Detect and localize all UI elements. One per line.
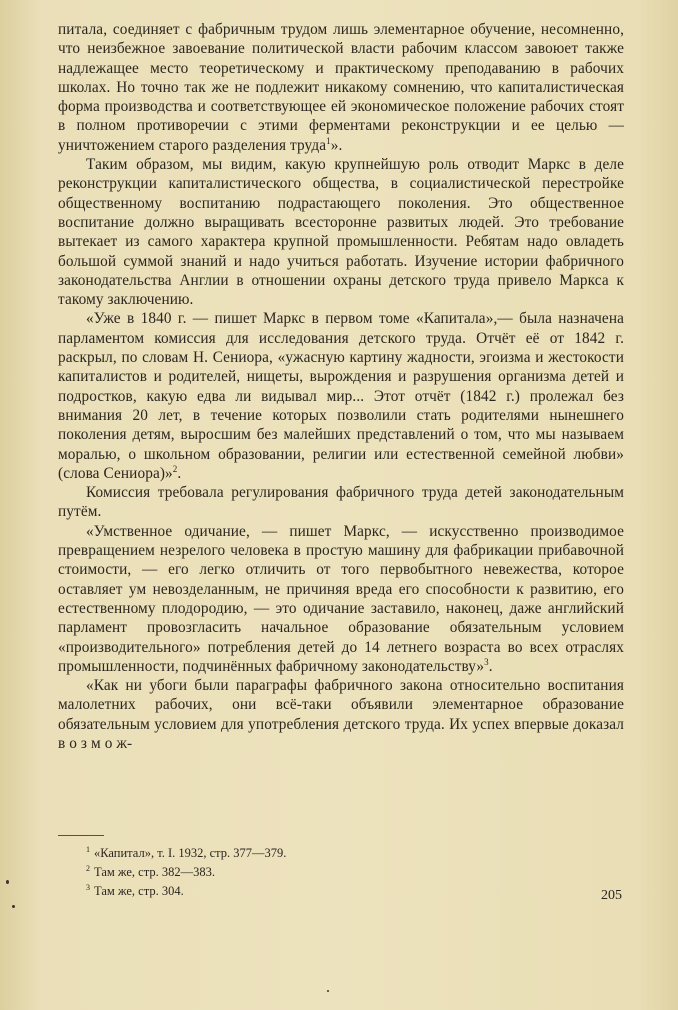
footnote-3-mark: 3 (86, 883, 90, 893)
print-speck (12, 905, 15, 908)
print-speck (327, 990, 329, 992)
paragraph-5-text: «Умственное одичание, — пишет Маркс, — искусственно производимое превращением незрелого человека в простую машину для фабрикации прибавочной стоимости, — его легко отличить от того первобытного невежества, которое оставляет ум невозделанным, не причиняя вреда его способности к развитию, его естественному плодородию, — это одичание заставило, наконец, даже английский парламент провозгласить начальное образование обязательным условием «производительного» потребления детей до 14 летнего возраста во всех отраслях промышленности, подчинённых фабричному законодательству» (58, 522, 624, 675)
footnote-ref-1: 1 (326, 135, 331, 146)
paragraph-3-text: «Уже в 1840 г. — пишет Маркс в первом томе «Капитала»,— была назначена парламентом комиссия для исследования детского труда. Отчёт её от 1842 г. раскрыл, по словам Н. Сениора, «ужасную картину жадности, эгоизма и жестокости капиталистов и родителей, нищеты, вырождения и разрушения организма детей и подростков, какую едва ли видывал мир... Этот отчёт (1842 г.) пролежал без внимания 20 лет, в течение которых позволили стать родителями нынешнего поколения детям, выросшим без малейших представлений о том, что мы называем моралью, о школьном образовании, религии или естественной семейной любви» (слова Сениора)» (58, 310, 624, 482)
paragraph-6: «Как ни убоги были параграфы фабричного закона относительно воспитания малолетних рабочих, они всё-таки объявили элементарное образование обязательным условием для употребления детского труда. Их успех впервые доказал в о з м о ж- (58, 677, 624, 752)
footnote-2-text: Там же, стр. 382—383. (94, 865, 215, 880)
footnote-2 (86, 861, 586, 880)
paragraph-3-tail: . (177, 464, 182, 482)
print-speck (6, 880, 9, 884)
footnote-ref-2: 2 (172, 463, 178, 474)
footnote-1-text: «Капитал», т. I. 1932, стр. 377—379. (94, 846, 287, 861)
footnotes (86, 842, 586, 899)
paragraph-1 (58, 20, 624, 155)
footnote-1-mark: 1 (86, 845, 90, 854)
paragraph-3 (58, 309, 624, 483)
paragraph-1-text: питала, соединяет с фабричным трудом лишь элементарное обучение, несомненно, что неизбежное завоевание политической власти рабочим классом завоюет также надлежащее место теоретическому и практическому преподаванию в рабочих школах. Но точно так же не подлежит никакому сомнению, что капиталистическая форма производства и соответствующее ей экономическое положение рабочих стоят в полном противоречии с этими ферментами реконструкции и ее целью — уничтожением старого разделения труда (58, 21, 624, 154)
footnote-separator (58, 835, 104, 836)
paragraph-5-tail: . (488, 657, 493, 675)
page-number: 205 (601, 888, 622, 903)
footnote-1 (86, 842, 586, 861)
footnote-2-mark: 2 (86, 864, 90, 874)
footnote-3-text: Там же, стр. 304. (94, 884, 184, 899)
paragraph-1-tail: ». (330, 136, 343, 154)
paragraph-4: Комиссия требовала регулирования фабричного труда детей законодательным путём. (58, 484, 624, 521)
footnote-3 (86, 880, 586, 899)
footnote-ref-3: 3 (484, 656, 489, 667)
paragraph-2: Таким образом, мы видим, какую крупнейшую роль отводит Маркс в деле реконструкции капиталистического общества, в социалистической перестройке общественному воспитанию подрастающего поколения. Это общественное воспитание должно выращивать всесторонне развитых людей. Это требование вытекает из самого характера крупной промышленности. Ребятам надо овладеть большой суммой знаний и надо учиться работать. Изучение истории фабричного законодательства Англии в отношении охраны детского труда привело Маркса к такому заключению. (58, 156, 624, 309)
body-text (58, 20, 624, 753)
paragraph-5 (58, 522, 624, 676)
